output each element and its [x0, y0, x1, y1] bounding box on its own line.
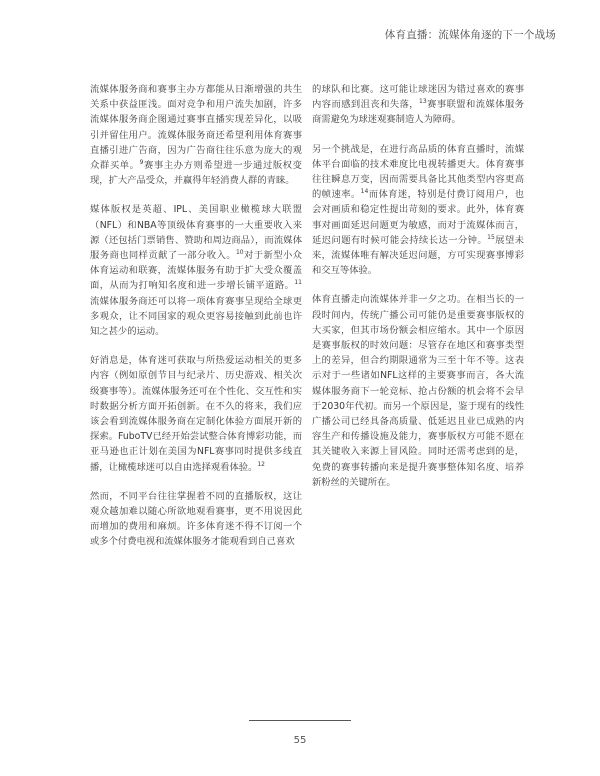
footer-divider — [249, 720, 351, 721]
footnote-ref: 11 — [294, 279, 302, 287]
paragraph-text: 展望未来，流媒体唯有解决延迟问题，方可实现赛事博彩和交互等体验。 — [312, 234, 524, 277]
paragraph-text: 体育直播走向流媒体并非一夕之功。在相当长的一段时间内，传统广播公司可能仍是重要赛事版权的大买家，但其市场份额会相应缩水。其中一个原因是赛事版权的时效问题：尽管存在地区和赛事类型上的差异，但合约期限通常为三至十年不等。这表示对于一些诸如NFL这样的主要赛事而言，各大流媒体服务商下一轮竞标、抢占份额的机会将不会早于2030年代初。而另一个原因是，鉴于现有的线性广播公司已经具备高质量、低延迟且业已成熟的内容生产和传播设施及能力，赛事版权方可能不愿在其关键收入来源上冒风险。同时还需考虑到的是，免费的赛事转播向来是提升赛事整体知名度、培养新粉丝的关键所在。 — [312, 294, 524, 488]
paragraph-text: 对于新型小众体育运动和联赛，流媒体服务有助于扩大受众覆盖面，从而为打响知名度和进一步增长铺平道路。 — [90, 250, 302, 292]
paragraph-text: 而体育迷，特别是付费订阅用户，也会对画质和稳定性提出苛刻的要求。此外，体育赛事对画面延迟问题更为敏感，而对于流媒体而言，延迟问题有时候可能会持续长达一分钟。 — [312, 189, 524, 246]
body-paragraph — [312, 82, 524, 128]
body-paragraph — [90, 202, 302, 339]
right-column — [312, 82, 524, 504]
body-paragraph — [90, 353, 302, 475]
body-paragraph — [312, 292, 524, 490]
left-column — [90, 82, 302, 564]
body-paragraph — [312, 142, 524, 279]
paragraph-text: 赛事联盟和流媒体服务商需避免为球迷观赛制造人为障碍。 — [312, 99, 524, 126]
paragraph-text: 然而，不同平台往往掌握着不同的直播版权，这让观众越加难以随心所欲地观看赛事，更不用说因此而增加的费用和麻烦。许多体育迷不得不订阅一个或多个付费电视和流媒体服务才能观看到自己喜欢 — [90, 490, 302, 548]
paragraph-text: 赛事主办方则希望进一步通过版权变现，扩大产品受众，并赢得年轻消费人群的青睐。 — [90, 160, 302, 187]
paragraph-text: 另一个挑战是，在进行高品质的体育直播时，流媒体平台面临的技术难度比电视转播更大。体育赛事往往瞬息万变，因而需要具备比其他类型内容更高的帧速率。 — [312, 143, 524, 201]
paragraph-text: 的球队和比赛。这可能让球迷因为错过喜欢的赛事内容而感到沮丧和失落， — [312, 84, 524, 111]
body-paragraph — [90, 489, 302, 550]
paragraph-text: 好消息是，体育迷可获取与所热爱运动相关的更多内容（例如原创节目与纪录片、历史游戏、相关次级赛事等）。流媒体服务还可在个性化、交互性和实时数据分析方面开拓创新。在不久的将来，我们应该会看到流媒体服务商在定制化体验方面展开新的探索。FuboTV已经开始尝试整合体育博彩功能，而亚马逊也正计划在美国为NFL赛事同时提供多线直播，让橄榄球迷可以自由选择观看体验。 — [90, 355, 302, 473]
footnote-ref: 15 — [487, 233, 495, 241]
paragraph-text: 流媒体服务商还可以将一项体育赛事呈现给全球更多观众，让不同国家的观众更容易接触到此前也许知之甚少的运动。 — [90, 295, 302, 338]
body-paragraph — [90, 82, 302, 188]
paragraph-text: 媒体版权是英超、IPL、美国职业橄榄球大联盟（NFL）和NBA等顶级体育赛事的一大重要收入来源（还包括门票销售、赞助和周边商品），而流媒体服务商也同样贡献了一部分收入。 — [90, 204, 302, 262]
footnote-ref: 13 — [419, 98, 427, 106]
footnote-ref: 10 — [235, 249, 244, 257]
footnote-ref: 14 — [360, 188, 369, 196]
paragraph-text: 流媒体服务商和赛事主办方都能从日渐增强的共生关系中获益匪浅。面对竞争和用户流失加剧，许多流媒体服务商企图通过赛事直播实现差异化，以吸引并留住用户。流媒体服务商还希望利用体育赛事直播引进广告商，因为广告商往往乐意为庞大的观众群买单。 — [90, 84, 302, 172]
footnote-ref: 9 — [139, 159, 144, 167]
footnote-ref: 12 — [257, 460, 265, 468]
running-header: 体育直播：流媒体角逐的下一个战场 — [384, 29, 556, 41]
page-number: 55 — [293, 735, 307, 746]
